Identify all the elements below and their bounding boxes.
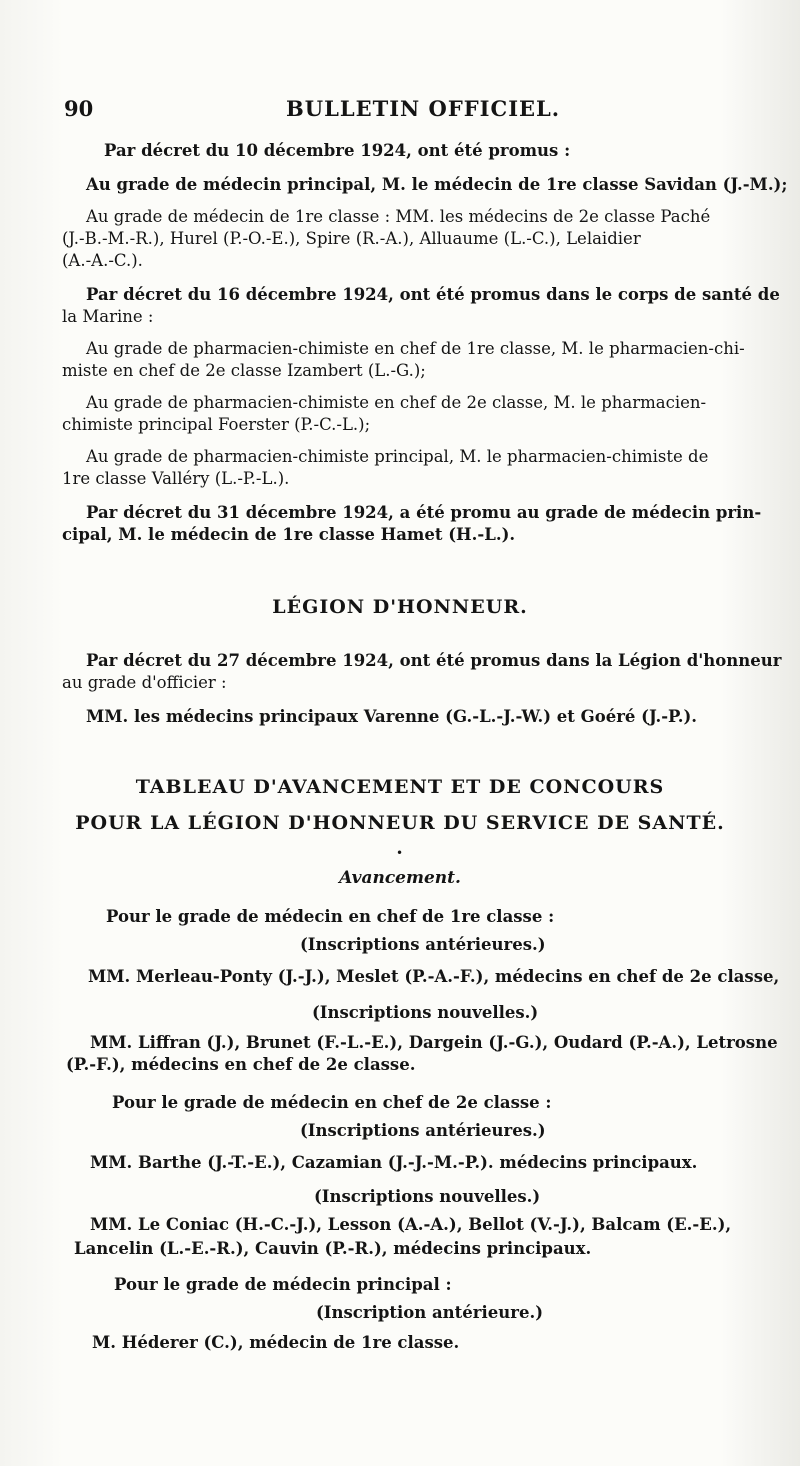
- paragraph-line: chimiste principal Foerster (P.-C.-L.);: [62, 415, 371, 434]
- page-number: 90: [64, 96, 94, 121]
- section-subheading: Avancement.: [339, 868, 461, 888]
- paragraph-line: MM. les médecins principaux Varenne (G.-L.-J.-W.) et Goéré (J.-P.).: [86, 707, 698, 726]
- paragraph-line: MM. Merleau-Ponty (J.-J.), Meslet (P.-A.-F.), médecins en chef de 2e classe,: [88, 967, 780, 986]
- paragraph-line: Lancelin (L.-E.-R.), Cauvin (P.-R.), médecins principaux.: [74, 1239, 592, 1258]
- paragraph-line: (Inscriptions antérieures.): [300, 1121, 546, 1140]
- paragraph-line: Au grade de pharmacien-chimiste en chef de 2e classe, M. le pharmacien-: [86, 393, 707, 412]
- section-heading: LÉGION D'HONNEUR.: [272, 596, 528, 618]
- paragraph-line: Par décret du 27 décembre 1924, ont été promus dans la Légion d'honneur: [86, 651, 782, 670]
- paragraph-line: Pour le grade de médecin principal :: [114, 1275, 452, 1294]
- paragraph-line: Au grade de médecin principal, M. le médecin de 1re classe Savidan (J.-M.);: [86, 175, 788, 194]
- paragraph-line: (J.-B.-M.-R.), Hurel (P.-O.-E.), Spire (R.-A.), Alluaume (L.-C.), Lelaidier: [62, 229, 641, 248]
- paragraph-line: Pour le grade de médecin en chef de 2e classe :: [112, 1093, 552, 1112]
- paragraph-line: MM. Liffran (J.), Brunet (F.-L.-E.), Dargein (J.-G.), Oudard (P.-A.), Letrosne: [90, 1033, 778, 1052]
- paragraph-line: (Inscription antérieure.): [316, 1303, 543, 1322]
- paragraph-line: au grade d'officier :: [62, 673, 227, 692]
- paragraph-line: Au grade de pharmacien-chimiste principal, M. le pharmacien-chimiste de: [86, 447, 709, 466]
- paragraph-line: (A.-A.-C.).: [62, 251, 143, 270]
- paragraph-line: (Inscriptions nouvelles.): [314, 1187, 541, 1206]
- paragraph-line: (P.-F.), médecins en chef de 2e classe.: [66, 1055, 416, 1074]
- paragraph-line: cipal, M. le médecin de 1re classe Hamet (H.-L.).: [62, 525, 516, 544]
- running-title: BULLETIN OFFICIEL.: [286, 96, 561, 121]
- paragraph-line: Par décret du 16 décembre 1924, ont été promus dans le corps de santé de: [86, 285, 780, 304]
- paragraph-line: miste en chef de 2e classe Izambert (L.-G.);: [62, 361, 426, 380]
- paragraph-line: Au grade de médecin de 1re classe : MM. les médecins de 2e classe Paché: [86, 207, 711, 226]
- paragraph-line: MM. Barthe (J.-T.-E.), Cazamian (J.-J.-M.-P.). médecins principaux.: [90, 1153, 698, 1172]
- section-heading: POUR LA LÉGION D'HONNEUR DU SERVICE DE SANTÉ.: [75, 812, 725, 834]
- paragraph-line: Par décret du 31 décembre 1924, a été promu au grade de médecin prin-: [86, 503, 762, 522]
- paragraph-line: (Inscriptions nouvelles.): [312, 1003, 539, 1022]
- section-heading: TABLEAU D'AVANCEMENT ET DE CONCOURS: [135, 776, 665, 798]
- paragraph-line: 1re classe Valléry (L.-P.-L.).: [62, 469, 290, 488]
- paragraph-line: MM. Le Coniac (H.-C.-J.), Lesson (A.-A.), Bellot (V.-J.), Balcam (E.-E.),: [90, 1215, 732, 1234]
- ornament-mark: •: [396, 846, 404, 860]
- paragraph-line: (Inscriptions antérieures.): [300, 935, 546, 954]
- paragraph-line: Par décret du 10 décembre 1924, ont été promus :: [104, 141, 571, 160]
- paragraph-line: la Marine :: [62, 307, 154, 326]
- paragraph-line: Pour le grade de médecin en chef de 1re classe :: [106, 907, 555, 926]
- paragraph-line: M. Héderer (C.), médecin de 1re classe.: [92, 1333, 460, 1352]
- paragraph-line: Au grade de pharmacien-chimiste en chef de 1re classe, M. le pharmacien-chi-: [86, 339, 745, 358]
